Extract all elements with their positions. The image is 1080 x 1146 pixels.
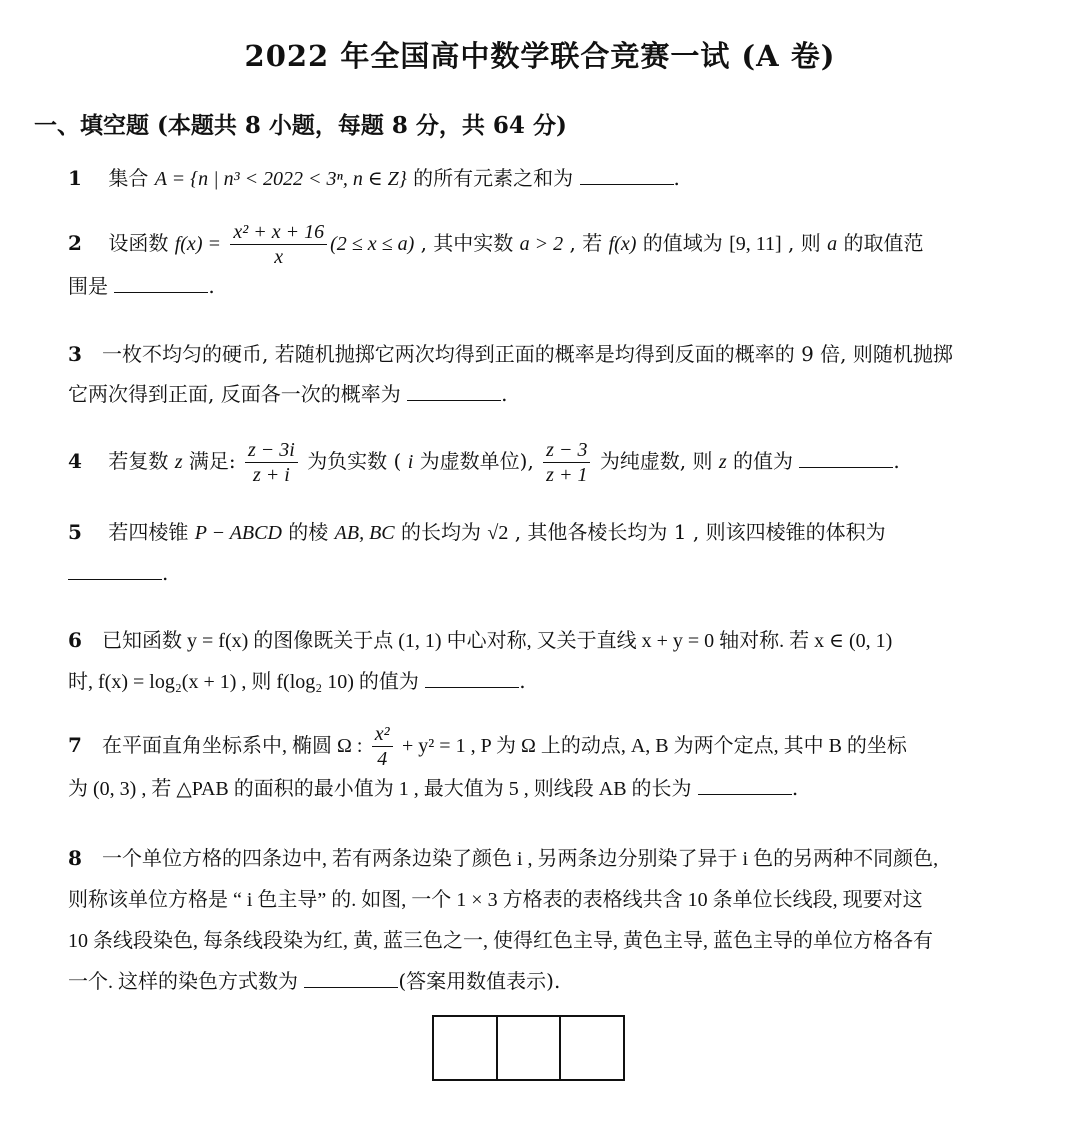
fraction-denominator: 4 [377,748,388,770]
math-expression: a > 2 [519,233,564,255]
question-1 [68,158,1030,199]
question-text: . [162,561,169,585]
math-expression: √2 [487,522,509,544]
question-text: . [208,274,215,298]
fraction [372,722,393,771]
fraction-denominator: z + 1 [546,464,588,486]
question-3 [68,334,1030,414]
answer-blank [799,447,893,468]
question-6 [68,620,1030,702]
question-text: 时, f(x) = log₂(x + 1) , 则 f(log₂ 10) 的值为 [68,671,419,693]
answer-blank [580,164,674,185]
grid-cell [498,1017,562,1079]
answer-blank [425,667,519,688]
question-text: 一枚不均匀的硬币, 若随机抛掷它两次均得到正面的概率是均得到反面的概率的 9 倍, 则随机抛掷 [102,342,953,366]
fraction-numerator: z − 3i [245,438,298,463]
grid-cell [434,1017,498,1079]
math-expression: [9, 11] [729,233,782,255]
question-text: . [791,776,799,800]
question-text: , 则 [788,231,821,255]
fraction-numerator: z − 3 [543,438,590,463]
question-text: 若复数 [108,449,169,473]
answer-blank [698,774,792,795]
question-text: 的棱 [288,520,329,544]
question-text: 的值为 [733,449,794,473]
question-text: 一个. 这样的染色方式数为 [68,971,298,993]
question-text: 围是 [68,274,108,298]
fraction [543,438,590,487]
question-text: 的所有元素之和为 [413,166,574,190]
question-text: 已知函数 y = f(x) 的图像既关于点 (1, 1) 中心对称, 又关于直线 x + y = 0 轴对称. 若 x ∈ (0, 1) [102,630,893,652]
question-number: 3 [68,342,82,366]
question-text: . [501,382,508,406]
question-text: 的长均为 [401,520,482,544]
question-text: 在平面直角坐标系中, 椭圆 Ω : [102,735,363,757]
question-text: 一个单位方格的四条边中, 若有两条边染了颜色 i , 另两条边分别染了异于 i 色的另两种不同颜色, [102,848,939,870]
fraction-numerator: x² [372,722,393,747]
question-text: 的取值范 [843,231,924,255]
math-expression: AB, BC [334,522,395,544]
question-text: 为纯虚数, 则 [599,449,713,473]
question-text: + y² = 1 , P 为 Ω 上的动点, A, B 为两个定点, 其中 B 的坐标 [402,735,907,757]
math-expression: i [407,451,414,473]
fraction-denominator: z + i [252,464,290,486]
question-text: 为虚数单位), [419,449,534,473]
question-number: 5 [68,520,82,544]
fraction-numerator: x² + x + 16 [230,220,327,245]
question-text: . [519,669,526,693]
question-4 [68,438,1030,487]
fraction-denominator: x [274,246,284,268]
question-5 [68,512,1030,593]
question-text: , 其中实数 [420,231,514,255]
math-expression: (2 ≤ x ≤ a) [330,233,415,255]
question-text: . [673,166,680,190]
math-expression: z [718,451,727,473]
question-2-cont [68,266,1030,306]
question-text: 若四棱锥 [108,520,189,544]
question-text: 它两次得到正面, 反面各一次的概率为 [68,382,401,406]
question-7-cont [68,768,1030,809]
question-text: 设函数 [108,231,169,255]
question-text: 为 (0, 3) , 若 △PAB 的面积的最小值为 1 , 最大值为 5 , 则线段 AB 的长为 [68,778,692,800]
question-8 [68,838,1030,1002]
question-number: 6 [68,628,82,652]
question-number: 2 [68,231,82,255]
fraction [230,220,327,269]
exam-title: 2022 年全国高中数学联合竞赛一试 (A 卷) [244,39,836,73]
question-text: . [893,449,900,473]
math-expression: z [174,451,183,473]
question-2 [68,220,1030,269]
question-text: , 若 [569,231,603,255]
question-number: 7 [68,733,82,757]
question-text: 则称该单位方格是 “ i 色主导” 的. 如图, 一个 1 × 3 方格表的表格线共含 10 条单位长线段, 现要对这 [68,889,923,911]
grid-cell [561,1017,623,1079]
question-number: 1 [68,166,82,190]
question-text: , 其他各棱长均为 1 , 则该四棱锥的体积为 [514,520,886,544]
question-text: 满足: [188,449,236,473]
grid-figure-1x3 [432,1015,625,1081]
answer-blank [68,559,162,580]
section-heading: 一、填空题 (本题共 8 小题，每题 8 分，共 64 分) [34,112,567,139]
math-expression: P − ABCD [194,522,282,544]
question-7 [68,722,1030,771]
question-text: 10 条线段染色, 每条线段染为红, 黄, 蓝三色之一, 使得红色主导, 黄色主导, 蓝色主导的单位方格各有 [68,930,933,952]
fraction [245,438,298,487]
answer-blank [304,967,398,988]
answer-blank [407,380,501,401]
answer-blank [114,272,208,293]
question-text: 的值域为 [642,231,723,255]
math-expression: f(x) = [174,233,221,255]
question-text: (答案用数值表示). [398,969,561,993]
question-number: 8 [68,846,82,870]
math-expression: A = {n | n³ < 2022 < 3ⁿ, n ∈ Z} [154,168,407,190]
question-text: 集合 [108,166,149,190]
question-text: 为负实数 ( [307,449,402,473]
math-expression: f(x) [608,233,637,255]
question-number: 4 [68,449,82,473]
math-expression: a [827,233,838,255]
